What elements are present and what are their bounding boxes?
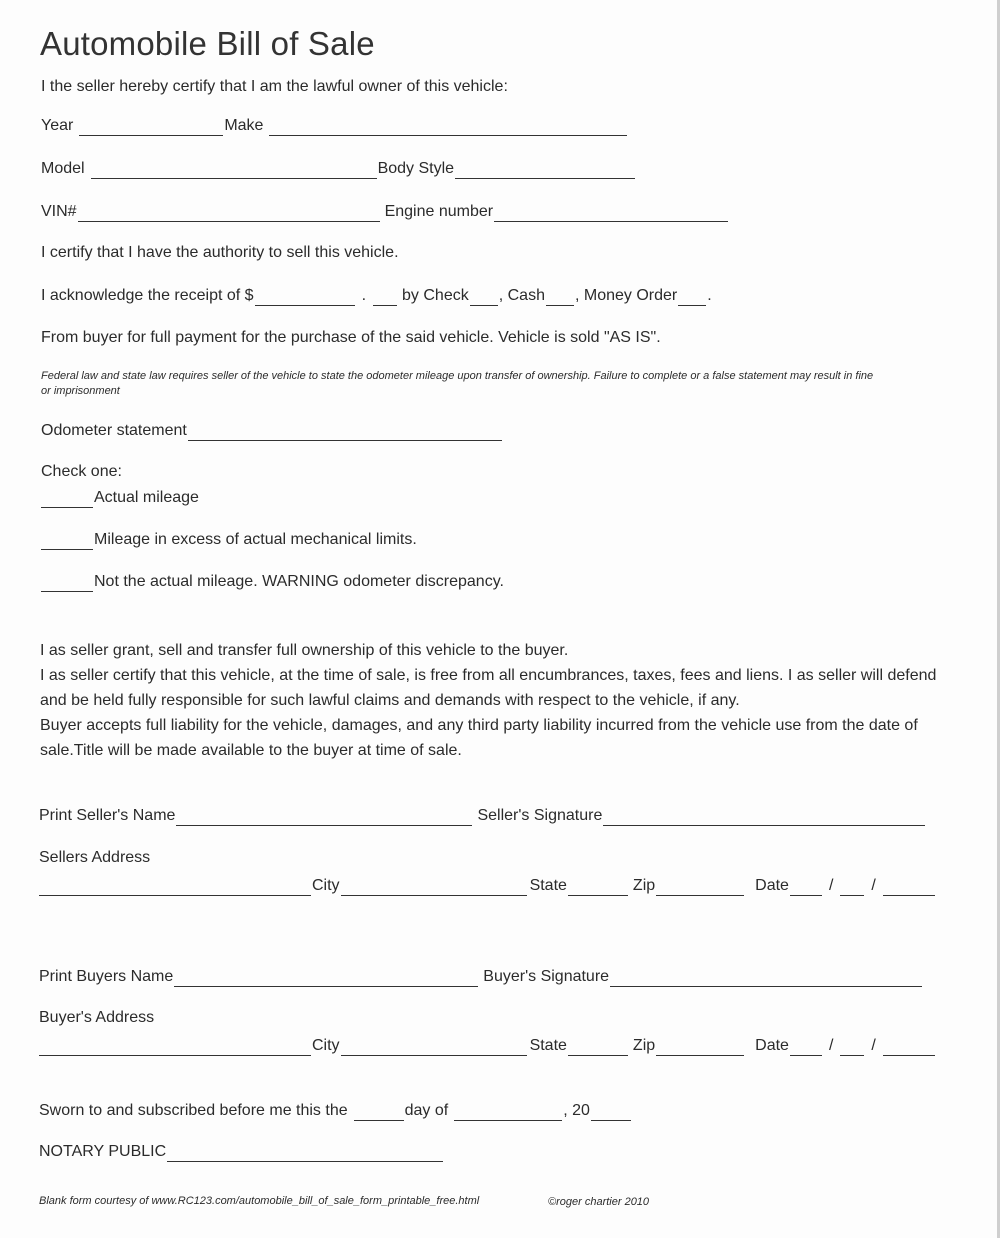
year-label: Year [41, 117, 74, 134]
form-title: Automobile Bill of Sale [40, 25, 375, 62]
notary-row [39, 1142, 444, 1162]
city-label: City [312, 1037, 340, 1054]
make-label: Make [224, 117, 264, 134]
option-row-actual [41, 488, 199, 508]
buyer-name-row [39, 967, 923, 987]
actual-mileage-check[interactable] [41, 492, 93, 508]
seller-address-label: Sellers Address [39, 849, 151, 866]
odometer-field[interactable] [188, 425, 502, 441]
cash-label: , Cash [498, 287, 545, 304]
date-slash: / [871, 1037, 876, 1054]
option-label: Mileage in excess of actual mechanical limits. [94, 531, 417, 548]
buyer-address-label: Buyer's Address [39, 1009, 155, 1026]
seller-date-day[interactable] [840, 880, 864, 896]
buyer-signature-field[interactable] [610, 971, 922, 987]
buyer-signature-label: Buyer's Signature [483, 968, 610, 985]
option-label: Not the actual mileage. WARNING odometer discrepancy. [94, 573, 504, 590]
engine-label: Engine number [384, 203, 494, 220]
sworn-label: Sworn to and subscribed before me this the [39, 1102, 348, 1119]
sworn-day-field[interactable] [354, 1105, 404, 1121]
day-of-label: day of [404, 1102, 449, 1119]
date-label: Date [755, 877, 789, 894]
money-order-label: , Money Order [574, 287, 678, 304]
option-label: Actual mileage [94, 489, 199, 506]
seller-signature-label: Seller's Signature [477, 807, 603, 824]
model-bodystyle-row [41, 159, 636, 179]
state-label: State [529, 1037, 567, 1054]
sworn-row [39, 1101, 632, 1121]
terms-paragraph: Buyer accepts full liability for the vehicle, damages, and any third party liability incurred from the vehicle use from the date of sale.Title will be made available to the buyer at time of sale. [40, 717, 918, 759]
receipt-label: I acknowledge the receipt of $ [41, 287, 254, 304]
vin-field[interactable] [78, 206, 380, 222]
zip-label: Zip [632, 1037, 656, 1054]
option-row-excess [41, 530, 417, 550]
model-label: Model [41, 160, 85, 177]
date-slash: / [871, 877, 876, 894]
buyer-zip-field[interactable] [656, 1040, 744, 1056]
state-label: State [529, 877, 567, 894]
receipt-end: . [707, 287, 712, 304]
seller-zip-field[interactable] [656, 880, 744, 896]
seller-city-field[interactable] [341, 880, 527, 896]
year-make-row [41, 116, 628, 136]
footer-courtesy: Blank form courtesy of www.RC123.com/automobile_bill_of_sale_form_printable_free.html [39, 1195, 480, 1207]
terms-paragraph: I as seller grant, sell and transfer full ownership of this vehicle to the buyer. [40, 642, 569, 659]
cash-field[interactable] [546, 290, 574, 306]
date-slash: / [828, 877, 834, 894]
notary-label: NOTARY PUBLIC [39, 1143, 167, 1160]
check-field[interactable] [470, 290, 498, 306]
seller-name-row [39, 806, 926, 826]
money-order-field[interactable] [678, 290, 706, 306]
odometer-label: Odometer statement [41, 422, 187, 439]
engine-field[interactable] [494, 206, 728, 222]
seller-date-year[interactable] [883, 880, 935, 896]
receipt-row [41, 286, 712, 306]
seller-signature-field[interactable] [603, 810, 925, 826]
date-slash: / [828, 1037, 834, 1054]
date-label: Date [755, 1037, 789, 1054]
model-field[interactable] [91, 163, 377, 179]
terms-block [40, 638, 960, 763]
odometer-row [41, 421, 503, 441]
not-actual-mileage-check[interactable] [41, 576, 93, 592]
check-one-label: Check one: [41, 463, 122, 480]
by-check-label: by Check [402, 287, 469, 304]
sworn-year-field[interactable] [591, 1105, 631, 1121]
terms-paragraph: I as seller certify that this vehicle, at the time of sale, is free from all encumbrances, taxes, fees and liens. I as seller will defend and be held fully responsible for such lawful claims and demands with respect to the vehicle, if any. [40, 667, 937, 709]
seller-state-field[interactable] [568, 880, 628, 896]
sworn-month-field[interactable] [454, 1105, 562, 1121]
seller-name-field[interactable] [176, 810, 472, 826]
federal-note-line-2: or imprisonment [41, 385, 120, 397]
buyer-name-field[interactable] [174, 971, 478, 987]
buyer-date-day[interactable] [840, 1040, 864, 1056]
notary-signature-field[interactable] [167, 1146, 443, 1162]
seller-address-field[interactable] [39, 880, 311, 896]
buyer-address-field[interactable] [39, 1040, 311, 1056]
buyer-name-label: Print Buyers Name [39, 968, 174, 985]
year-prefix-label: , 20 [563, 1102, 590, 1119]
buyer-date-year[interactable] [883, 1040, 935, 1056]
as-is-text: From buyer for full payment for the purchase of the said vehicle. Vehicle is sold "AS IS". [41, 329, 661, 346]
option-row-not-actual [41, 572, 504, 592]
intro-text: I the seller hereby certify that I am the lawful owner of this vehicle: [41, 78, 508, 95]
zip-label: Zip [632, 877, 656, 894]
buyer-city-field[interactable] [341, 1040, 527, 1056]
seller-date-month[interactable] [790, 880, 822, 896]
vin-engine-row [41, 202, 729, 222]
vin-label: VIN# [41, 203, 77, 220]
decimal-dot: . [361, 287, 367, 304]
amount-dollars-field[interactable] [255, 290, 355, 306]
body-style-field[interactable] [455, 163, 635, 179]
buyer-date-month[interactable] [790, 1040, 822, 1056]
year-field[interactable] [79, 120, 223, 136]
buyer-state-field[interactable] [568, 1040, 628, 1056]
federal-note-line-1: Federal law and state law requires seller of the vehicle to state the odometer mileage upon transfer of ownership. Failure to complete or a false statement may result in fine [41, 370, 874, 382]
seller-name-label: Print Seller's Name [39, 807, 176, 824]
buyer-address-row [39, 1036, 936, 1056]
footer-copyright: ©roger chartier 2010 [548, 1196, 650, 1208]
city-label: City [312, 877, 340, 894]
make-field[interactable] [269, 120, 627, 136]
seller-address-row [39, 876, 936, 896]
amount-cents-field[interactable] [373, 290, 397, 306]
body-style-label: Body Style [377, 160, 455, 177]
authority-text: I certify that I have the authority to sell this vehicle. [41, 244, 399, 261]
excess-mileage-check[interactable] [41, 534, 93, 550]
